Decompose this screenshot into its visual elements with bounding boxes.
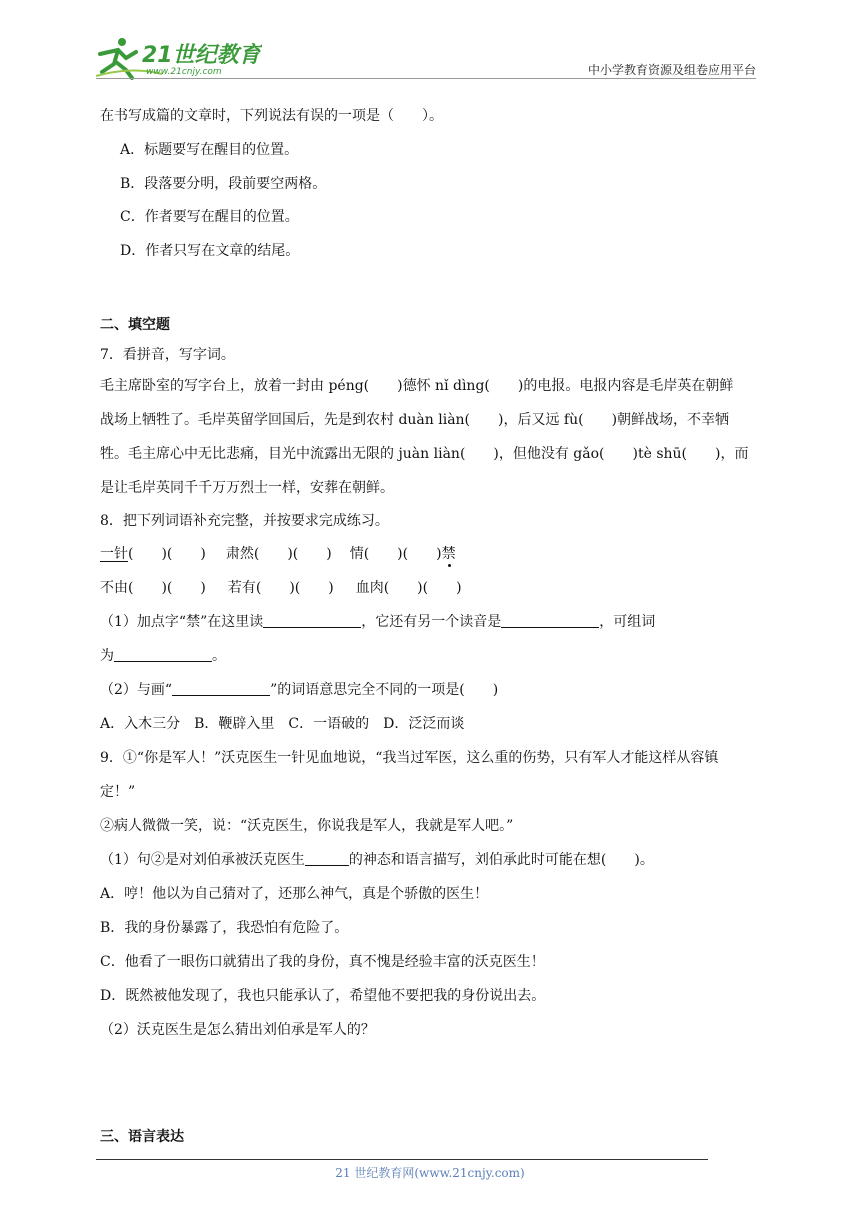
q9-option-a: A．哼！他以为自己猜对了，还那么神气，真是个骄傲的医生！ xyxy=(100,886,489,902)
q9-sub1: （1）句②是对刘伯承被沃克医生 的神态和语言描写，刘伯承此时可能在想( )。 xyxy=(100,852,654,868)
q9-passage-line: 9．①“你是军人！”沃克医生一针见血地说，“我当过军医，这么重的伤势，只有军人才能这样从容镇 xyxy=(100,750,719,766)
q8-word-row-2: 不由( )( ) 若有( )( ) 血肉( )( ) xyxy=(100,580,462,596)
logo-url: www.21cnjy.com xyxy=(146,67,222,77)
footer-text: 21 世纪教育网(www.21cnjy.com) xyxy=(335,1166,525,1180)
footer-divider xyxy=(96,1159,708,1160)
q8-sub2: （2）与画“ ”的词语意思完全不同的一项是( ) xyxy=(100,682,499,698)
logo-text: 21世纪教育 xyxy=(142,43,261,68)
option-b: B．段落要分明，段前要空两格。 xyxy=(120,176,327,192)
answer-blank[interactable] xyxy=(114,647,212,662)
q8-sub1-continued: 为 。 xyxy=(100,648,226,664)
answer-blank[interactable] xyxy=(501,613,599,628)
q9-option-b: B．我的身份暴露了，我恐怕有危险了。 xyxy=(100,920,349,936)
answer-blank[interactable] xyxy=(263,613,361,628)
option-d: D．作者只写在文章的结尾。 xyxy=(120,243,300,259)
q9-option-d: D．既然被他发现了，我也只能承认了，希望他不要把我的身份说出去。 xyxy=(100,988,546,1004)
option-c: C．作者要写在醒目的位置。 xyxy=(120,209,299,225)
q7-paragraph-line: 是让毛岸英同千千万万烈士一样，安葬在朝鲜。 xyxy=(100,480,394,496)
site-logo xyxy=(92,36,262,80)
q9-passage-line: 定！” xyxy=(100,784,136,800)
q9-sub2: （2）沃克医生是怎么猜出刘伯承是军人的？ xyxy=(100,1022,375,1038)
answer-blank[interactable] xyxy=(172,681,270,696)
q7-stem: 7．看拼音，写字词。 xyxy=(100,347,235,363)
q9-passage-line: ②病人微微一笑，说：“沃克医生，你说我是军人，我就是军人吧。” xyxy=(100,818,514,834)
q7-paragraph-line: 毛主席卧室的写字台上，放着一封由 péng( )德怀 nǐ dìng( )的电报。电报内容是毛岸英在朝鲜 xyxy=(100,378,734,394)
header-divider xyxy=(96,78,756,79)
q8-word-row-1: 一针( )( ) 肃然( )( ) 情( )( )禁 xyxy=(100,546,456,562)
q8-stem: 8．把下列词语补充完整，并按要求完成练习。 xyxy=(100,513,389,529)
question-stem: 在书写成篇的文章时，下列说法有误的一项是（ ）。 xyxy=(100,108,443,124)
q9-option-c: C．他看了一眼伤口就猜出了我的身份，真不愧是经验丰富的沃克医生！ xyxy=(100,954,545,970)
answer-blank[interactable] xyxy=(305,851,349,866)
platform-name: 中小学教育资源及组卷应用平台 xyxy=(587,63,756,77)
q7-paragraph-line: 战场上牺牲了。毛岸英留学回国后，先是到农村 duàn liàn( )，后又远 fù( )朝鲜战场，不幸牺 xyxy=(100,412,730,428)
option-a: A．标题要写在醒目的位置。 xyxy=(120,142,299,158)
dotted-character: 禁 xyxy=(441,546,456,562)
section-title-language-expression: 三、语言表达 xyxy=(100,1129,184,1145)
underlined-word: 一针 xyxy=(100,546,128,562)
q8-sub1: （1）加点字“禁”在这里读 ，它还有另一个读音是 ，可组词 xyxy=(100,614,656,630)
q8-options: A．入木三分 B．鞭辟入里 C．一语破的 D．泛泛而谈 xyxy=(100,716,465,732)
section-title-fill-in: 二、填空题 xyxy=(100,317,170,333)
q7-paragraph-line: 牲。毛主席心中无比悲痛，目光中流露出无限的 juàn liàn( )，但他没有 gǎo( )tè shū( )，而 xyxy=(100,446,749,462)
